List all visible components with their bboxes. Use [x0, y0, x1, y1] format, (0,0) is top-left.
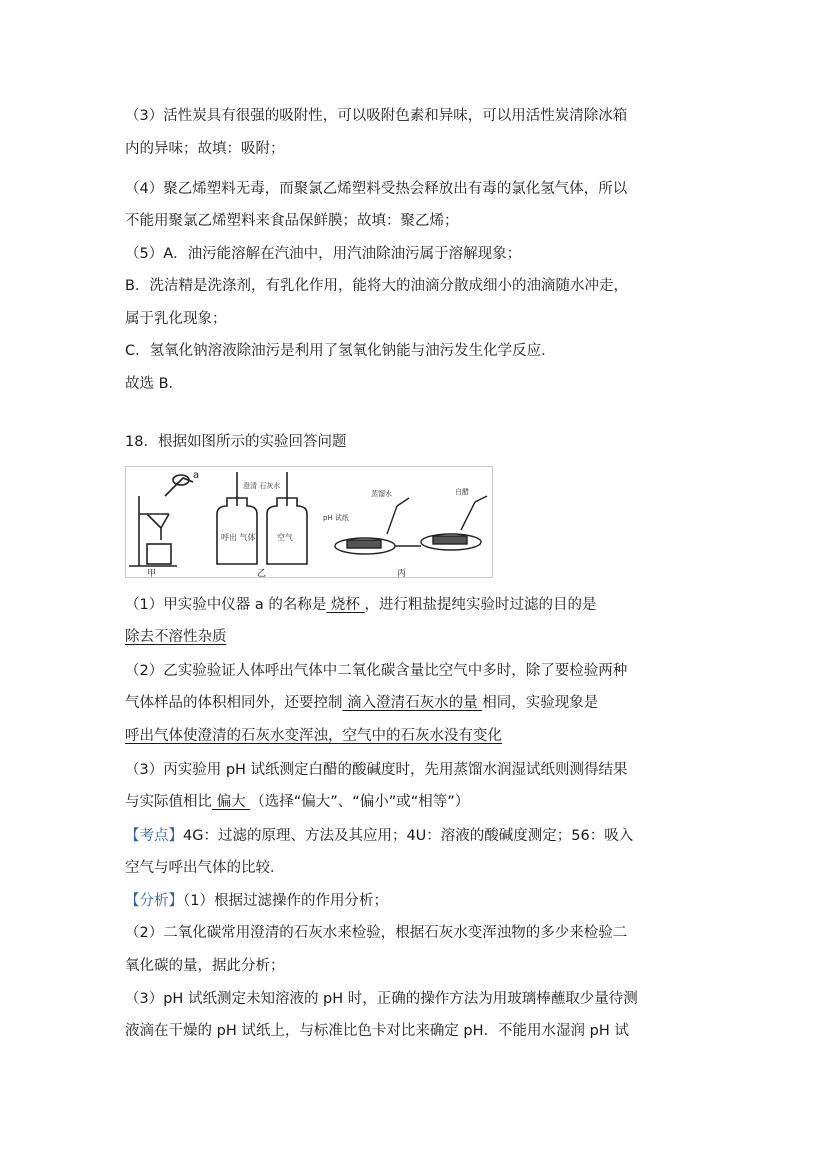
fenxi-line5: 液滴在干燥的 pH 试纸上，与标准比色卡对比来确定 pH．不能用水湿润 pH 试: [125, 1023, 629, 1039]
kaodian-line1: 【考点】4G：过滤的原理、方法及其应用；4U：溶液的酸碱度测定；56：吸入: [125, 828, 634, 844]
text-line: （3）活性炭具有很强的吸附性，可以吸附色素和异味，可以用活性炭清除冰箱: [125, 108, 628, 124]
q1-line2: [125, 627, 705, 647]
answer-blank: 除去不溶性杂质: [125, 629, 227, 645]
answer-blank: 滴入澄清石灰水的量: [342, 695, 483, 711]
text-line: （4）聚乙烯塑料无毒，而聚氯乙烯塑料受热会释放出有毒的氯化氢气体，所以: [125, 181, 628, 197]
kaodian-tag: 【考点】: [125, 828, 183, 844]
label-bing: 丙: [397, 569, 407, 578]
ph-paper-label: pH 试纸: [323, 514, 349, 522]
fenxi-line4: （3）pH 试纸测定未知溶液的 pH 时，正确的操作方法为用玻璃棒蘸取少量待测: [125, 991, 638, 1007]
vinegar-label: 白醋: [455, 488, 469, 496]
q3-line1: （3）丙实验用 pH 试纸测定白醋的酸碱度时，先用蒸馏水润湿试纸则测得结果: [125, 762, 628, 778]
fenxi-line2: （2）二氧化碳常用澄清的石灰水来检验，根据石灰水变浑浊物的多少来检验二: [125, 925, 628, 941]
text-line: （5）A．油污能溶解在汽油中，用汽油除油污属于溶解现象；: [125, 246, 522, 262]
water-label: 蒸馏水: [371, 490, 392, 498]
bottle2-label: 空气: [277, 533, 293, 542]
q3-line2: 与实际值相比 偏大 （选择“偏大”、“偏小”或“相等”）: [125, 794, 470, 810]
dropper-label: 澄清 石灰水: [243, 482, 281, 490]
kaodian-line2: 空气与呼出气体的比较．: [125, 860, 285, 876]
fenxi-tag: 【分析】: [125, 893, 183, 909]
label-a: a: [193, 470, 200, 481]
answer-blank: 烧杯: [326, 597, 365, 613]
fenxi-line1: 【分析】（1）根据过滤操作的作用分析；: [125, 893, 388, 909]
q1-line1: （1）甲实验中仪器 a 的名称是 烧杯 ，进行粗盐提纯实验时过滤的目的是: [125, 597, 597, 613]
q2-line3: [125, 726, 705, 746]
text-line: 故选 B．: [125, 376, 184, 392]
text-line: 不能用聚氯乙烯塑料来食品保鲜膜；故填：聚乙烯；: [125, 213, 459, 229]
experiment-figure: [125, 466, 493, 578]
answer-blank: 偏大: [212, 794, 251, 810]
text-line: B．洗洁精是洗涤剂，有乳化作用，能将大的油滴分散成细小的油滴随水冲走，: [125, 278, 628, 294]
bottle1-label: 呼出 气体: [221, 533, 256, 542]
text-line: C．氢氧化钠溶液除油污是利用了氢氧化钠能与油污发生化学反应．: [125, 343, 556, 359]
fenxi-line3: 氧化碳的量，据此分析；: [125, 958, 285, 974]
label-jia: 甲: [147, 569, 157, 578]
text-line: 内的异味；故填：吸附；: [125, 141, 285, 157]
q2-line1: （2）乙实验验证人体呼出气体中二氧化碳含量比空气中多时，除了要检验两种: [125, 663, 628, 679]
answer-blank: 呼出气体使澄清的石灰水变浑浊，空气中的石灰水没有变化: [125, 728, 502, 744]
q2-line2: 气体样品的体积相同外，还要控制 滴入澄清石灰水的量 相同，实验现象是: [125, 695, 599, 711]
question-18-title: 18．根据如图所示的实验回答问题: [125, 434, 347, 450]
label-yi: 乙: [257, 569, 267, 578]
text-line: 属于乳化现象；: [125, 311, 227, 327]
